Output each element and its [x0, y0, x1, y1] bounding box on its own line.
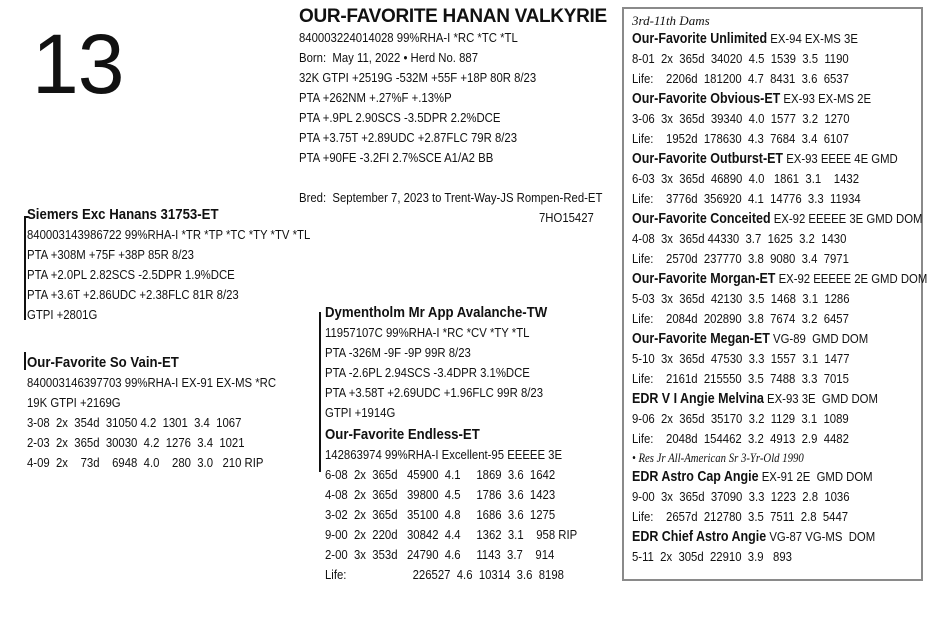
dam-entry: [632, 29, 924, 89]
dam-detail-line: 19K GTPI +2169G: [27, 395, 121, 410]
dam-entry-name: Our-Favorite Obvious-ET: [632, 91, 781, 107]
dam-detail-line: 840003146397703 99%RHA-I EX-91 EX-MS *RC: [27, 375, 277, 390]
granddam-detail-line: 4-08 2x 365d 39800 4.5 1786 3.6 1423: [325, 487, 556, 502]
subject-name: OUR-FAVORITE HANAN VALKYRIE: [299, 6, 607, 27]
dam-sire-detail-line: PTA +3.58T +2.69UDC +1.96FLC 99R 8/23: [325, 385, 544, 400]
dam-block: [27, 353, 327, 473]
dam-detail-line: 2-03 2x 365d 30030 4.2 1276 3.4 1021: [27, 435, 245, 450]
granddam-detail-line: 3-02 2x 365d 35100 4.8 1686 3.6 1275: [325, 507, 556, 522]
pedigree-bracket-dam-sire: [319, 312, 321, 472]
sire-details: [27, 225, 371, 325]
dam-entry: [632, 209, 924, 269]
dam-entry-classification: VG-87 VG-MS DOM: [766, 529, 876, 544]
dam-name: Our-Favorite So Vain-ET: [27, 354, 179, 371]
dam-sire-details: [325, 323, 669, 423]
granddam-details: [325, 445, 669, 585]
subject-detail-line: Born: May 11, 2022 • Herd No. 887: [299, 50, 479, 65]
pedigree-bracket-dam: [24, 352, 26, 370]
dams-box-title: 3rd-11th Dams: [632, 13, 710, 28]
dam-entry-lifetime: Life: 2206d 181200 4.7 8431 3.6 6537: [632, 71, 849, 86]
dam-entry-name: Our-Favorite Outburst-ET: [632, 151, 784, 167]
dam-entry-lifetime: Life: 1952d 178630 4.3 7684 3.4 6107: [632, 131, 849, 146]
lot-number: 13: [32, 17, 124, 111]
dam-sire-detail-line: GTPI +1914G: [325, 405, 396, 420]
dam-entry-classification: EX-93 3E GMD DOM: [763, 391, 878, 406]
granddam-detail-line: 9-00 2x 220d 30842 4.4 1362 3.1 958 RIP: [325, 527, 578, 542]
dam-entry-lifetime: Life: 2161d 215550 3.5 7488 3.3 7015: [632, 371, 849, 386]
granddam-detail-line: Life: 226527 4.6 10314 3.6 8198: [325, 567, 564, 582]
dam-entry-classification: EX-93 EX-MS 2E: [780, 91, 872, 106]
dam-entry-classification: EX-92 EEEEE 2E GMD DOM: [775, 271, 928, 286]
dam-entry-award-note: • Res Jr All-American Sr 3-Yr-Old 1990: [632, 451, 804, 465]
sire-name: Siemers Exc Hanans 31753-ET: [27, 206, 219, 223]
dam-entry: [632, 527, 924, 567]
sire-detail-line: PTA +2.0PL 2.82SCS -2.5DPR 1.9%DCE: [27, 267, 235, 282]
dam-entry-lifetime: Life: 3776d 356920 4.1 14776 3.3 11934: [632, 191, 861, 206]
dam-entry-name: EDR Astro Cap Angie: [632, 469, 759, 485]
dam-entry-classification: EX-91 2E GMD DOM: [758, 469, 873, 484]
dam-entry-record: 6-03 3x 365d 46890 4.0 1861 3.1 1432: [632, 171, 860, 186]
granddam-detail-line: 2-00 3x 353d 24790 4.6 1143 3.7 914: [325, 547, 555, 562]
subject-detail-line: PTA +262NM +.27%F +.13%P: [299, 90, 452, 105]
dam-entry-record: 8-01 2x 365d 34020 4.5 1539 3.5 1190: [632, 51, 849, 66]
dam-entry-classification: EX-94 EX-MS 3E: [767, 31, 858, 46]
sire-detail-line: PTA +308M +75F +38P 85R 8/23: [27, 247, 194, 262]
dam-entry-record: 9-06 2x 365d 35170 3.2 1129 3.1 1089: [632, 411, 849, 426]
dam-entry-lifetime: Life: 2570d 237770 3.8 9080 3.4 7971: [632, 251, 849, 266]
subject-detail-line: 840003224014028 99%RHA-I *RC *TC *TL: [299, 30, 518, 45]
dam-entry: [632, 467, 924, 527]
sire-block: [27, 205, 327, 325]
granddam-detail-line: 6-08 2x 365d 45900 4.1 1869 3.6 1642: [325, 467, 556, 482]
dam-sire-name: Dymentholm Mr App Avalanche-TW: [325, 304, 548, 321]
dam-entry: [632, 329, 924, 389]
dam-entry-lifetime: Life: 2048d 154462 3.2 4913 2.9 4482: [632, 431, 849, 446]
subject-detail-line: PTA +90FE -3.2FI 2.7%SCE A1/A2 BB: [299, 150, 494, 165]
dams-box: [622, 7, 928, 581]
dam-entry: [632, 149, 924, 209]
dam-entry-lifetime: Life: 2657d 212780 3.5 7511 2.8 5447: [632, 509, 849, 524]
dam-detail-line: 4-09 2x 73d 6948 4.0 280 3.0 210 RIP: [27, 455, 264, 470]
granddam-name: Our-Favorite Endless-ET: [325, 426, 480, 443]
dam-entry-record: 5-10 3x 365d 47530 3.3 1557 3.1 1477: [632, 351, 850, 366]
dam-entry-name: Our-Favorite Morgan-ET: [632, 271, 776, 287]
granddam-block: [325, 425, 625, 585]
granddam-detail-line: 142863974 99%RHA-I Excellent-95 EEEEE 3E: [325, 447, 563, 462]
breeding-code: 7HO15427: [539, 210, 594, 225]
dam-entry-classification: EX-92 EEEEE 3E GMD DOM: [770, 211, 923, 226]
dam-entry-name: Our-Favorite Megan-ET: [632, 331, 770, 347]
dam-sire-detail-line: PTA -326M -9F -9P 99R 8/23: [325, 345, 471, 360]
dam-entry-lifetime: Life: 2084d 202890 3.8 7674 3.2 6457: [632, 311, 849, 326]
subject-details: [299, 28, 643, 168]
dam-entry-name: EDR V I Angie Melvina: [632, 391, 764, 407]
sire-detail-line: 840003143986722 99%RHA-I *TR *TP *TC *TY *TV *TL: [27, 227, 311, 242]
dam-entry: [632, 389, 924, 467]
dam-entry: [632, 269, 928, 329]
subject-detail-line: 32K GTPI +2519G -532M +55F +18P 80R 8/23: [299, 70, 537, 85]
dam-sire-detail-line: PTA -2.6PL 2.94SCS -3.4DPR 3.1%DCE: [325, 365, 530, 380]
dam-sire-detail-line: 11957107C 99%RHA-I *RC *CV *TY *TL: [325, 325, 530, 340]
dam-entry-classification: VG-89 GMD DOM: [769, 331, 869, 346]
subject-block: [299, 6, 619, 168]
subject-detail-line: PTA +3.75T +2.89UDC +2.87FLC 79R 8/23: [299, 130, 518, 145]
breeding-info: Bred: September 7, 2023 to Trent-Way-JS Rompen-Red-ET: [299, 190, 603, 205]
dam-entry-record: 5-03 3x 365d 42130 3.5 1468 3.1 1286: [632, 291, 850, 306]
dam-entry-record: 4-08 3x 365d 44330 3.7 1625 3.2 1430: [632, 231, 847, 246]
sire-detail-line: PTA +3.6T +2.86UDC +2.38FLC 81R 8/23: [27, 287, 239, 302]
dam-entry-name: EDR Chief Astro Angie: [632, 529, 767, 545]
dam-entry: [632, 89, 924, 149]
dam-sire-block: [325, 303, 625, 423]
dam-entry-classification: EX-93 EEEE 4E GMD: [783, 151, 898, 166]
subject-detail-line: PTA +.9PL 2.90SCS -3.5DPR 2.2%DCE: [299, 110, 501, 125]
dam-entry-name: Our-Favorite Unlimited: [632, 31, 768, 47]
pedigree-bracket-sire: [24, 216, 26, 320]
dam-entry-name: Our-Favorite Conceited: [632, 211, 771, 227]
sire-detail-line: GTPI +2801G: [27, 307, 98, 322]
dam-entry-record: 5-11 2x 305d 22910 3.9 893: [632, 549, 792, 564]
dam-entry-record: 3-06 3x 365d 39340 4.0 1577 3.2 1270: [632, 111, 850, 126]
dam-entry-record: 9-00 3x 365d 37090 3.3 1223 2.8 1036: [632, 489, 850, 504]
dams-list: [632, 29, 928, 567]
dam-detail-line: 3-08 2x 354d 31050 4.2 1301 3.4 1067: [27, 415, 242, 430]
